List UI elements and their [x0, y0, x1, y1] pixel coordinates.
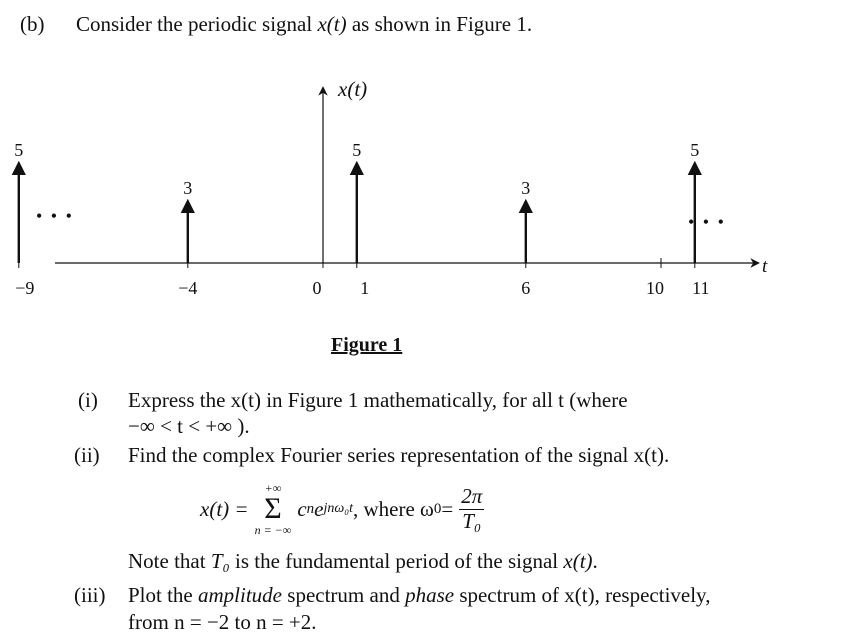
iii-phase: phase: [405, 583, 455, 607]
equation-lhs: x(t) =: [200, 496, 249, 521]
question-iii-label: (iii): [74, 583, 106, 607]
iii-text-c: spectrum of x(t), respectively,: [454, 583, 711, 607]
figure-caption: Figure 1: [331, 334, 403, 356]
fraction-numerator: 2π: [461, 484, 483, 509]
equation-coefficient-subscript: n: [306, 500, 315, 517]
equation-fraction: [459, 485, 484, 532]
impulse-amplitude-label: 3: [521, 178, 531, 198]
question-iii-line2: from n = −2 to n = +2.: [128, 610, 317, 634]
note-text-after: is the fundamental period of the signal: [229, 549, 564, 573]
note-line: [128, 549, 598, 574]
iii-text-a: Plot the: [128, 583, 199, 607]
question-iii-line1: [128, 583, 710, 608]
tick-label: 10: [646, 278, 664, 298]
impulse-train-figure: [0, 60, 847, 310]
note-signal: x(t): [563, 549, 593, 573]
equation-where: , where ω: [353, 496, 434, 521]
impulse-amplitude-label: 3: [183, 178, 193, 198]
fraction-denominator: T₀: [462, 508, 482, 533]
equation-equals: =: [441, 496, 454, 521]
impulse-amplitude-label: 5: [690, 140, 700, 160]
iii-amplitude: amplitude: [198, 583, 283, 607]
equation-coefficient: c: [297, 496, 307, 521]
tick-label: 11: [692, 278, 710, 298]
note-text-before: Note that: [128, 549, 211, 573]
tick-label: 6: [521, 278, 531, 298]
question-ii-label: (ii): [74, 443, 100, 467]
equation-exponential-base: e: [314, 496, 324, 521]
part-b-statement: [76, 12, 532, 37]
impulse-amplitude-label: 5: [14, 140, 24, 160]
tick-label: −4: [178, 278, 198, 298]
equation-exponent: jnω₀t: [323, 501, 353, 516]
tick-label: −9: [15, 278, 35, 298]
statement-text-before: Consider the periodic signal: [76, 12, 318, 36]
question-i-line2: −∞ < t < +∞ ).: [128, 414, 250, 438]
impulse-amplitude-label: 5: [352, 140, 362, 160]
tick-label: 1: [360, 278, 370, 298]
t-axis-label: t: [762, 256, 768, 277]
summation-lower-limit: n = −∞: [254, 523, 292, 537]
note-period-end: .: [592, 549, 598, 573]
question-i-line1: Express the x(t) in Figure 1 mathematically, for all t (where: [128, 388, 628, 412]
iii-text-b: spectrum and: [282, 583, 406, 607]
fourier-series-equation: [200, 476, 484, 542]
summation: [255, 482, 292, 536]
part-label: (b): [20, 12, 45, 36]
right-ellipsis: • • •: [688, 212, 726, 232]
statement-text-after: as shown in Figure 1.: [346, 12, 533, 36]
equation-omega-subscript: 0: [433, 500, 442, 517]
summation-upper-limit: +∞: [264, 481, 282, 495]
question-ii-text: Find the complex Fourier series representation of the signal x(t).: [128, 443, 670, 467]
question-i-label: (i): [78, 388, 98, 412]
left-ellipsis: • • •: [36, 206, 74, 226]
summation-sigma: Σ: [264, 492, 282, 525]
y-axis-label: x(t): [338, 77, 368, 101]
statement-signal: x(t): [317, 12, 347, 36]
note-period: T₀: [210, 549, 230, 573]
tick-label: 0: [312, 278, 322, 298]
axes-group: [55, 88, 758, 263]
